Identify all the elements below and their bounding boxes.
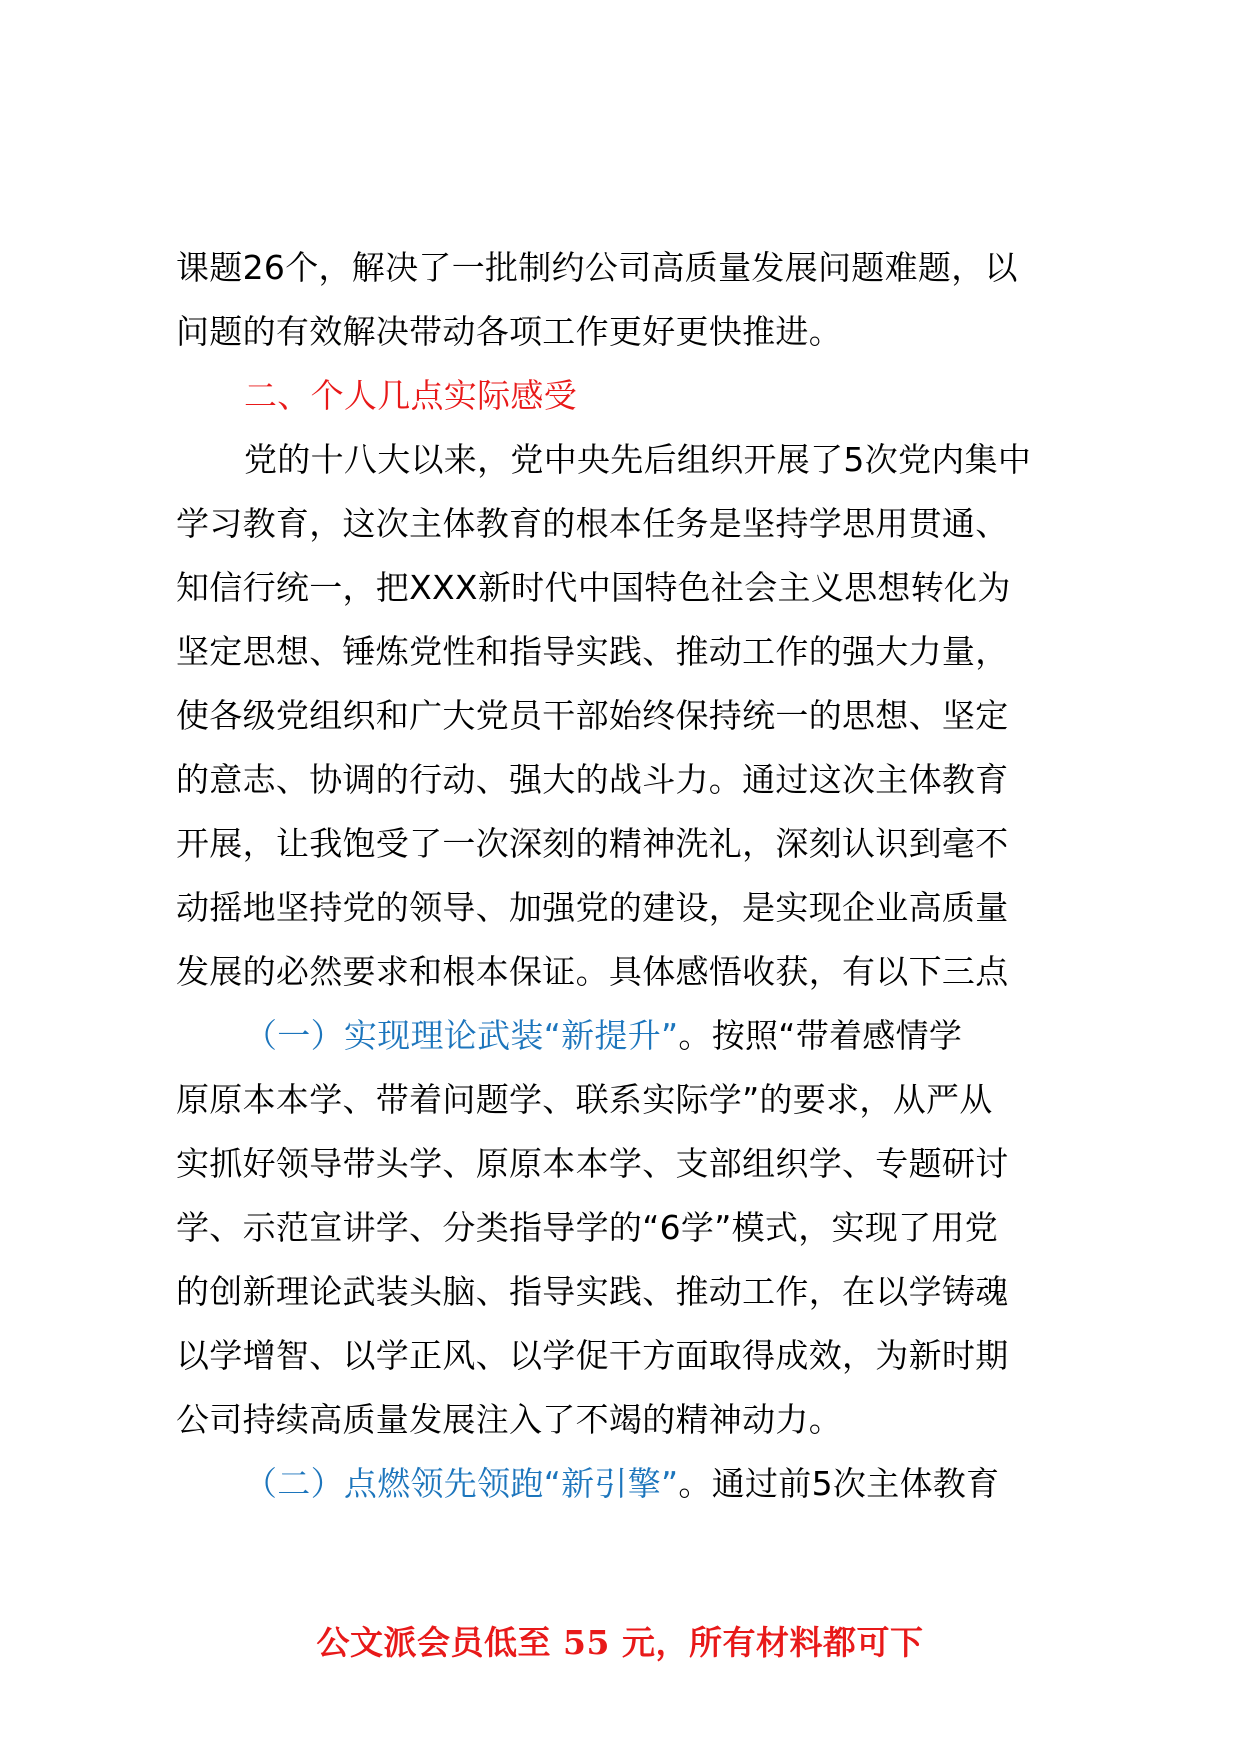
body-line: 发展的必然要求和根本保证。具体感悟收获，有以下三点 bbox=[176, 952, 1009, 991]
subsection-line bbox=[176, 1452, 1114, 1516]
section-heading: 二、个人几点实际感受 bbox=[244, 376, 577, 415]
body-line: 以学增智、以学正风、以学促干方面取得成效，为新时期 bbox=[176, 1336, 1009, 1375]
document-body bbox=[176, 236, 1114, 1516]
subsection-text: 。按照“带着感情学 bbox=[678, 1016, 963, 1055]
body-line: 学、示范宣讲学、分类指导学的“6学”模式，实现了用党 bbox=[176, 1208, 998, 1247]
body-line: 动摇地坚持党的领导、加强党的建设，是实现企业高质量 bbox=[176, 888, 1009, 927]
body-line: 使各级党组织和广大党员干部始终保持统一的思想、坚定 bbox=[176, 696, 1009, 735]
body-line: 知信行统一，把XXX新时代中国特色社会主义思想转化为 bbox=[176, 568, 1011, 607]
body-line: 公司持续高质量发展注入了不竭的精神动力。 bbox=[176, 1400, 842, 1439]
body-line: 坚定思想、锤炼党性和指导实践、推动工作的强大力量， bbox=[176, 632, 1009, 671]
subsection-text: 。通过前5次主体教育 bbox=[678, 1464, 1000, 1503]
body-line: 学习教育，这次主体教育的根本任务是坚持学思用贯通、 bbox=[176, 504, 1009, 543]
subsection-line bbox=[176, 1004, 1114, 1068]
body-line: 实抓好领导带头学、原原本本学、支部组织学、专题研讨 bbox=[176, 1144, 1009, 1183]
membership-banner: 公文派会员低至 55 元，所有材料都可下 bbox=[316, 1623, 924, 1662]
body-line: 的创新理论武装头脑、指导实践、推动工作，在以学铸魂 bbox=[176, 1272, 1009, 1311]
subsection-heading: （二）点燃领先领跑“新引擎” bbox=[244, 1464, 679, 1503]
subsection-heading: （一）实现理论武装“新提升” bbox=[244, 1016, 679, 1055]
body-line: 原原本本学、带着问题学、联系实际学”的要求，从严从 bbox=[176, 1080, 993, 1119]
body-line: 党的十八大以来，党中央先后组织开展了5次党内集中 bbox=[244, 440, 1032, 479]
body-line: 课题26个，解决了一批制约公司高质量发展问题难题，以 bbox=[176, 248, 1018, 287]
body-line: 开展，让我饱受了一次深刻的精神洗礼，深刻认识到毫不 bbox=[176, 824, 1009, 863]
body-line: 的意志、协调的行动、强大的战斗力。通过这次主体教育 bbox=[176, 760, 1009, 799]
body-line: 问题的有效解决带动各项工作更好更快推进。 bbox=[176, 312, 842, 351]
